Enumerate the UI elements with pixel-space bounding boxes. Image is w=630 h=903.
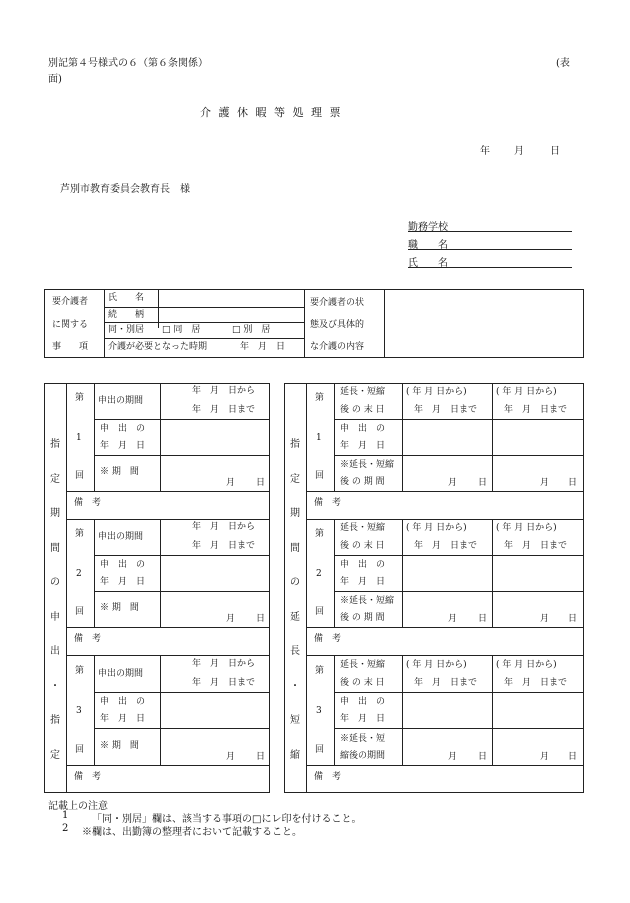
extended-period-label: 縮後の期間 (340, 751, 386, 761)
request-date-label: 申 出 の (340, 424, 386, 434)
period-month: 月 (226, 752, 236, 762)
period-day: 日 (256, 478, 266, 488)
period-day: 日 (568, 752, 578, 762)
cohabit-same-checkbox[interactable]: □ 同 居 (162, 325, 201, 335)
remarks-label: 備 考 (74, 772, 102, 782)
note-text: ※欄は、出勤簿の整理者において記載すること。 (82, 827, 302, 838)
round-number: 1 (316, 433, 322, 443)
school-label: 勤務学校 (408, 222, 448, 233)
period-month: 月 (226, 478, 236, 488)
round-kai: 回 (75, 607, 85, 617)
request-date-label: 年 月 日 (100, 714, 146, 724)
round-dai: 第 (315, 393, 325, 403)
period-day: 日 (478, 752, 488, 762)
extension-side-label: 指 定 期 間 の 延 長 ・ 短 縮 (290, 439, 300, 761)
extended-period-label: ※延長・短縮 (340, 596, 395, 606)
from-date-paren: ( 年 月 日から) (406, 523, 467, 533)
period-day: 日 (568, 478, 578, 488)
request-period-label: 申出の期間 (98, 669, 144, 679)
position-label: 職 名 (408, 240, 448, 251)
extended-period-label: 後 の 期 間 (340, 613, 385, 623)
note-number: 1 (62, 810, 69, 821)
period-month: 月 (540, 614, 550, 624)
date-year: 年 (480, 146, 490, 157)
period-label: ※ 期 間 (100, 603, 139, 613)
from-date-paren: ( 年 月 日から) (406, 387, 467, 397)
request-date-label: 年 月 日 (100, 577, 146, 587)
request-date-label: 申 出 の (100, 560, 146, 570)
remarks-label: 備 考 (314, 634, 342, 644)
period-month: 月 (540, 478, 550, 488)
date-month: 月 (514, 146, 524, 157)
to-date: 年 月 日まで (414, 541, 478, 551)
extended-period-label: ※延長・短縮 (340, 460, 395, 470)
position-line[interactable] (408, 249, 572, 250)
period-month: 月 (226, 614, 236, 624)
status-label: 態及び具体的 (310, 320, 365, 330)
extended-period-label: ※延長・短 (340, 734, 386, 744)
period-label: ※ 期 間 (100, 467, 139, 477)
to-date: 年 月 日まで (414, 678, 478, 688)
to-date: 年 月 日まで (192, 405, 256, 415)
round-number: 2 (76, 569, 82, 579)
school-line[interactable] (408, 231, 572, 232)
note-number: 2 (62, 823, 69, 834)
period-label: ※ 期 間 (100, 741, 139, 751)
care-row-label: 要介護者 (52, 297, 89, 307)
request-date-label: 年 月 日 (340, 714, 386, 724)
round-kai: 回 (315, 607, 325, 617)
remarks-label: 備 考 (314, 498, 342, 508)
period-month: 月 (448, 614, 458, 624)
modified-end-label: 延長・短縮 (340, 660, 386, 670)
name-label: 氏 名 (408, 258, 448, 269)
from-date-paren: ( 年 月 日から) (496, 660, 557, 670)
extended-period-label: 後 の 期 間 (340, 477, 385, 487)
need-start-label: 介護が必要となった時期 (108, 342, 208, 352)
addressee: 芦別市教育委員会教育長 様 (60, 184, 190, 195)
round-dai: 第 (315, 529, 325, 539)
from-date: 年 月 日から (192, 522, 256, 532)
round-kai: 回 (315, 471, 325, 481)
status-label: な介護の内容 (310, 342, 365, 352)
page-title: 介 護 休 暇 等 処 理 票 (200, 106, 343, 119)
round-dai: 第 (315, 666, 325, 676)
remarks-label: 備 考 (314, 772, 342, 782)
modified-end-label: 後 の 末 日 (340, 541, 385, 551)
form-reference: 別記第４号様式の６（第６条関係） (48, 58, 208, 69)
round-number: 2 (316, 569, 322, 579)
request-period-label: 申出の期間 (98, 532, 144, 542)
request-period-label: 申出の期間 (98, 396, 144, 406)
name-line[interactable] (408, 267, 572, 268)
side-label-open: (表 (556, 58, 570, 69)
round-kai: 回 (75, 745, 85, 755)
note-text: 「同・別居」欄は、該当する事項の□にレ印を付けること。 (92, 814, 362, 825)
modified-end-label: 延長・短縮 (340, 387, 386, 397)
period-month: 月 (448, 478, 458, 488)
request-date-label: 年 月 日 (340, 441, 386, 451)
from-date: 年 月 日から (192, 659, 256, 669)
to-date: 年 月 日まで (504, 541, 568, 551)
relation-label: 続 柄 (108, 310, 145, 320)
request-date-label: 年 月 日 (100, 441, 146, 451)
round-dai: 第 (75, 666, 85, 676)
period-month: 月 (448, 752, 458, 762)
request-date-label: 申 出 の (340, 560, 386, 570)
period-month: 月 (540, 752, 550, 762)
notes-heading: 記載上の注意 (48, 801, 108, 812)
modified-end-label: 後 の 末 日 (340, 405, 385, 415)
request-date-label: 年 月 日 (340, 577, 386, 587)
period-day: 日 (478, 614, 488, 624)
care-row-label: 事 項 (52, 342, 89, 352)
round-number: 1 (76, 433, 82, 443)
to-date: 年 月 日まで (414, 405, 478, 415)
to-date: 年 月 日まで (504, 678, 568, 688)
round-kai: 回 (315, 745, 325, 755)
side-label-close: 面) (48, 74, 62, 85)
cohabit-separate-checkbox[interactable]: □ 別 居 (232, 325, 271, 335)
from-date-paren: ( 年 月 日から) (496, 387, 557, 397)
date-day: 日 (550, 146, 560, 157)
period-day: 日 (568, 614, 578, 624)
from-date: 年 月 日から (192, 386, 256, 396)
designation-side-label: 指 定 期 間 の 申 出 ・ 指 定 (50, 439, 60, 761)
round-number: 3 (76, 706, 82, 716)
request-date-label: 申 出 の (100, 697, 146, 707)
remarks-label: 備 考 (74, 634, 102, 644)
cohabit-label: 同・別居 (108, 325, 145, 335)
modified-end-label: 後 の 末 日 (340, 678, 385, 688)
round-number: 3 (316, 706, 322, 716)
period-day: 日 (256, 752, 266, 762)
need-start-date: 年 月 日 (240, 342, 286, 352)
request-date-label: 申 出 の (100, 424, 146, 434)
status-label: 要介護者の状 (310, 298, 365, 308)
to-date: 年 月 日まで (504, 405, 568, 415)
to-date: 年 月 日まで (192, 541, 256, 551)
modified-end-label: 延長・短縮 (340, 523, 386, 533)
from-date-paren: ( 年 月 日から) (496, 523, 557, 533)
recipient-name-label: 氏 名 (108, 293, 145, 303)
round-dai: 第 (75, 529, 85, 539)
round-dai: 第 (75, 393, 85, 403)
from-date-paren: ( 年 月 日から) (406, 660, 467, 670)
period-day: 日 (478, 478, 488, 488)
remarks-label: 備 考 (74, 498, 102, 508)
care-row-label: に関する (52, 320, 89, 330)
period-day: 日 (256, 614, 266, 624)
round-kai: 回 (75, 471, 85, 481)
request-date-label: 申 出 の (340, 697, 386, 707)
to-date: 年 月 日まで (192, 678, 256, 688)
